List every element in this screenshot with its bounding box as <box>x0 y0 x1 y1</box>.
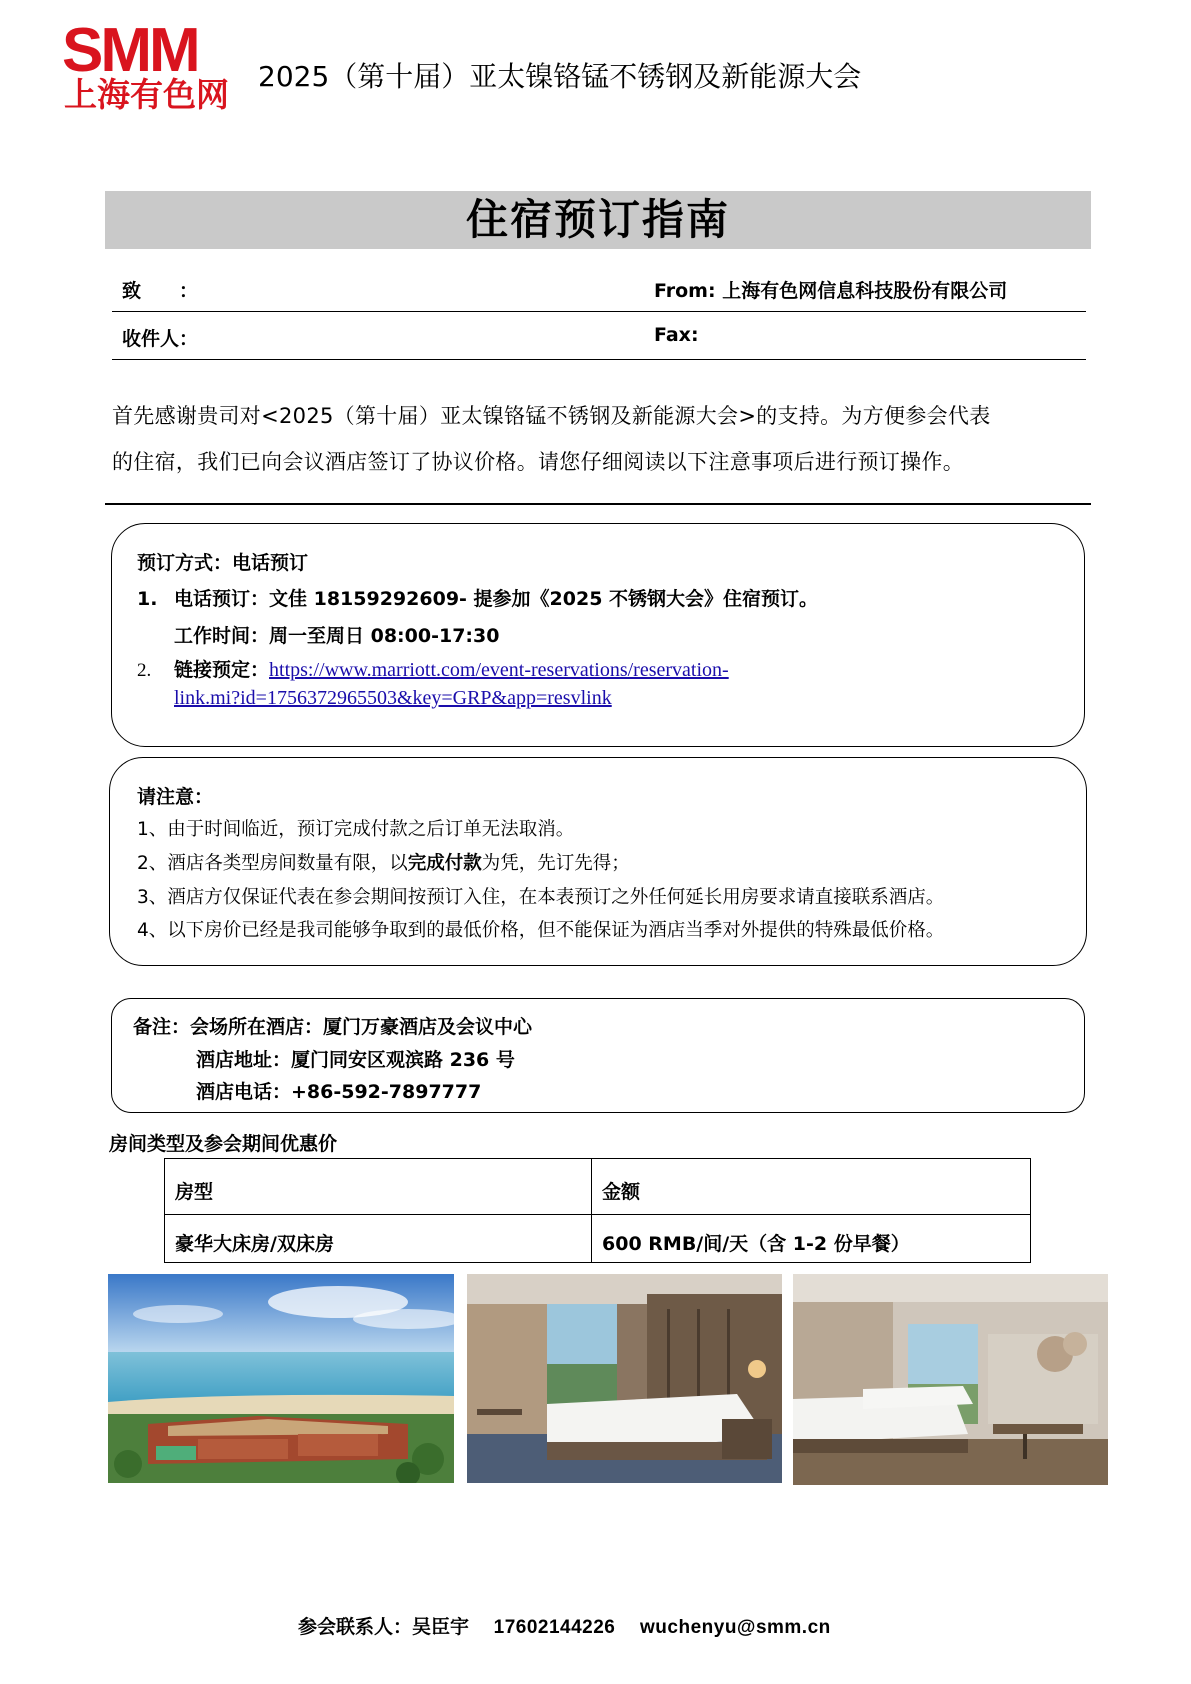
reservation-link[interactable]: https://www.marriott.com/event-reservations/reservation- <box>269 659 729 681</box>
intro-paragraph <box>112 393 1092 485</box>
document-title: 住宿预订指南 <box>465 195 730 244</box>
twin-room-photo <box>793 1274 1108 1485</box>
notice-item: 4、以下房价已经是我司能够争取到的最低价格，但不能保证为酒店当季对外提供的特殊最低价格。 <box>137 920 945 941</box>
king-room-photo <box>467 1274 782 1483</box>
header-amount: 金额 <box>592 1159 1031 1215</box>
link-booking-label: 链接预定： <box>174 659 270 681</box>
contact-footer <box>298 1612 831 1639</box>
hotel-address: 酒店地址：厦门同安区观滨路 236 号 <box>196 1049 515 1071</box>
logo-wordmark: SMM <box>62 16 198 85</box>
recipient-label: 收件人： <box>122 328 199 350</box>
hotel-exterior-photo <box>108 1274 454 1483</box>
item-number: 1. <box>137 588 158 610</box>
reservation-link-continued <box>174 687 612 710</box>
notice-item: 1、由于时间临近，预订完成付款之后订单无法取消。 <box>137 819 575 840</box>
notice-item <box>137 849 630 875</box>
to-from-row <box>112 264 1086 312</box>
from-label: From: 上海有色网信息科技股份有限公司 <box>654 280 1008 302</box>
fax-label: Fax: <box>654 324 699 346</box>
notice-emphasis: 完成付款 <box>407 853 482 874</box>
link-booking-item <box>137 655 729 682</box>
item-number: 2. <box>137 660 152 681</box>
room-price-table <box>164 1158 1031 1263</box>
intro-line: 的住宿，我们已向会议酒店签订了协议价格。请您仔细阅读以下注意事项后进行预订操作。 <box>112 450 964 474</box>
reservation-link[interactable]: link.mi?id=1756372965503&key=GRP&app=resvlink <box>174 687 612 709</box>
notice-item: 3、酒店方仅保证代表在参会期间按预订入住，在本表预订之外任何延长用房要求请直接联系酒店。 <box>137 887 945 908</box>
table-row <box>165 1215 1031 1263</box>
remarks-box <box>111 998 1085 1113</box>
booking-method-box <box>111 523 1085 747</box>
notice-text: 为凭，先订先得； <box>481 853 630 874</box>
hotel-venue: 备注：会场所在酒店：厦门万豪酒店及会议中心 <box>133 1016 533 1038</box>
contact-email[interactable]: wuchenyu@smm.cn <box>640 1617 831 1638</box>
phone-booking-text: 电话预订：文佳 18159292609- 提参加《2025 不锈钢大会》住宿预订。 <box>174 588 819 610</box>
document-title-bar <box>105 191 1091 249</box>
booking-heading: 预订方式：电话预订 <box>137 552 309 574</box>
room-section-title: 房间类型及参会期间优惠价 <box>109 1133 338 1155</box>
table-header-row <box>165 1159 1031 1215</box>
contact-phone: 17602144226 <box>493 1617 616 1638</box>
price-cell: 600 RMB/间/天（含 1-2 份早餐） <box>592 1215 1031 1263</box>
notice-heading: 请注意： <box>137 786 214 808</box>
contact-name: 参会联系人：吴臣宇 <box>298 1616 470 1638</box>
notice-text: 2、酒店各类型房间数量有限，以 <box>137 853 408 874</box>
working-hours: 工作时间：周一至周日 08:00-17:30 <box>174 625 500 647</box>
conference-title: 2025（第十届）亚太镍铬锰不锈钢及新能源大会 <box>258 60 862 93</box>
recipient-fax-row <box>112 312 1086 360</box>
smm-logo <box>62 16 232 114</box>
logo-chinese-name: 上海有色网 <box>64 75 229 114</box>
to-label: 致 ： <box>122 280 199 302</box>
intro-line: 首先感谢贵司对<2025（第十届）亚太镍铬锰不锈钢及新能源大会>的支持。为方便参会代表 <box>112 404 991 428</box>
hotel-phone: 酒店电话：+86-592-7897777 <box>196 1081 482 1103</box>
room-type-cell: 豪华大床房/双床房 <box>165 1215 592 1263</box>
header-room-type: 房型 <box>165 1159 592 1215</box>
phone-booking-item <box>137 584 818 611</box>
divider <box>105 503 1091 505</box>
notice-box <box>109 757 1087 966</box>
